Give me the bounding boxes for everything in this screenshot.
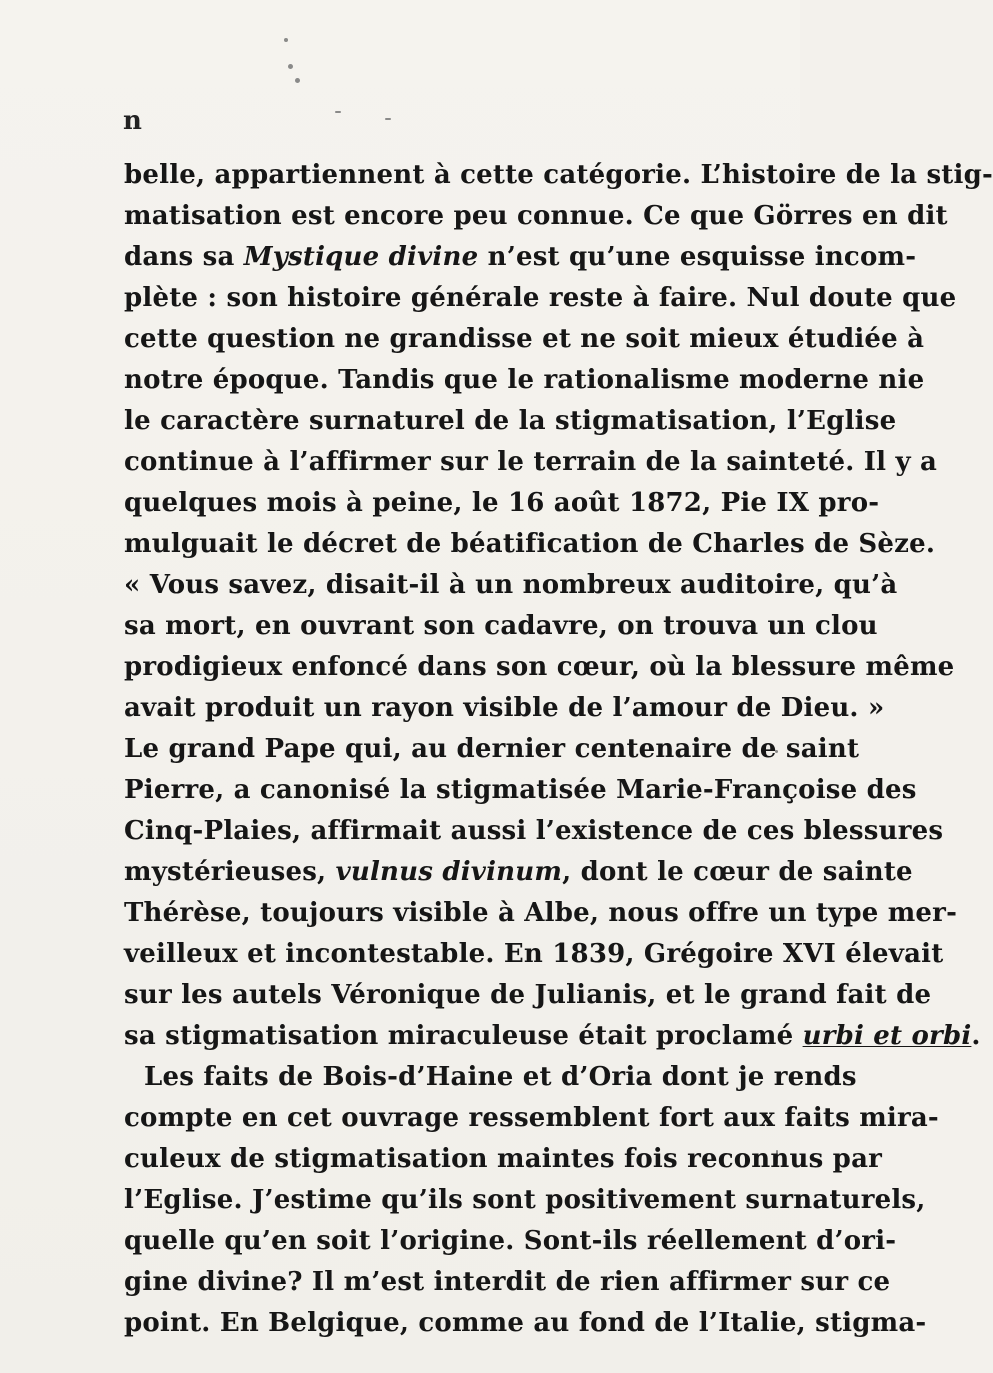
latin-phrase: urbi et orbi bbox=[802, 1021, 972, 1051]
italic-title: Mystique divine bbox=[243, 242, 479, 272]
text-line bbox=[124, 237, 917, 278]
text-segment: plète : son histoire générale reste à faire. Nul doute que bbox=[124, 283, 957, 313]
text-segment: dans sa bbox=[124, 242, 244, 272]
paper-speck bbox=[385, 118, 391, 120]
text-segment: n’est qu’une esquisse incom- bbox=[478, 242, 917, 272]
text-line bbox=[124, 852, 913, 893]
text-segment: compte en cet ouvrage ressemblent fort aux faits mira- bbox=[124, 1103, 939, 1133]
text-line bbox=[124, 606, 878, 647]
text-line bbox=[124, 442, 938, 483]
text-segment: quelle qu’en soit l’origine. Sont-ils réellement d’ori- bbox=[124, 1226, 897, 1256]
text-segment: Cinq-Plaies, affirmait aussi l’existence de ces blessures bbox=[124, 816, 944, 846]
text-segment: belle, appartiennent à cette catégorie. L’histoire de la stig- bbox=[124, 160, 993, 190]
text-line bbox=[124, 1016, 981, 1057]
text-line bbox=[124, 155, 993, 196]
text-line bbox=[124, 1057, 857, 1098]
text-line bbox=[124, 319, 925, 360]
text-segment: sa stigmatisation miraculeuse était proclamé bbox=[124, 1021, 803, 1051]
body-text bbox=[124, 155, 993, 1344]
text-line bbox=[124, 893, 958, 934]
text-segment: mulguait le décret de béatification de Charles de Sèze. bbox=[124, 529, 936, 559]
text-line bbox=[124, 811, 944, 852]
text-segment: notre époque. Tandis que le rationalisme moderne nie bbox=[124, 365, 925, 395]
text-line bbox=[124, 401, 897, 442]
paper-speck bbox=[295, 78, 300, 83]
text-segment: l’Eglise. J’estime qu’ils sont positivement surnaturels, bbox=[124, 1185, 926, 1215]
latin-phrase: vulnus divinum bbox=[335, 857, 563, 887]
text-segment: mystérieuses, bbox=[124, 857, 336, 887]
text-line bbox=[124, 1262, 891, 1303]
text-segment: , dont le cœur de sainte bbox=[562, 857, 913, 887]
text-line bbox=[124, 1180, 926, 1221]
text-line bbox=[124, 483, 880, 524]
text-segment: . bbox=[971, 1021, 981, 1051]
text-line bbox=[124, 524, 936, 565]
text-segment: matisation est encore peu connue. Ce que Görres en dit bbox=[124, 201, 948, 231]
paper-speck bbox=[288, 64, 293, 69]
text-segment: Le grand Pape qui, au dernier centenaire de saint bbox=[124, 734, 860, 764]
text-line bbox=[124, 565, 898, 606]
text-line bbox=[124, 360, 925, 401]
text-line bbox=[124, 1221, 897, 1262]
text-segment: culeux de stigmatisation maintes fois reconnus par bbox=[124, 1144, 883, 1174]
text-segment: cette question ne grandisse et ne soit mieux étudiée à bbox=[124, 324, 925, 354]
text-segment: sa mort, en ouvrant son cadavre, on trouva un clou bbox=[124, 611, 878, 641]
text-segment: Thérèse, toujours visible à Albe, nous offre un type mer- bbox=[124, 898, 958, 928]
text-segment: prodigieux enfoncé dans son cœur, où la blessure même bbox=[124, 652, 955, 682]
text-line bbox=[124, 770, 917, 811]
text-line bbox=[124, 934, 944, 975]
text-line bbox=[124, 278, 957, 319]
text-line bbox=[124, 1098, 939, 1139]
paper-speck bbox=[284, 38, 288, 42]
page-number: n bbox=[123, 106, 142, 136]
text-segment: sur les autels Véronique de Julianis, et le grand fait de bbox=[124, 980, 932, 1010]
text-segment: point. En Belgique, comme au fond de l’Italie, stigma- bbox=[124, 1308, 927, 1338]
text-segment: continue à l’affirmer sur le terrain de la sainteté. Il y a bbox=[124, 447, 938, 477]
paper-speck bbox=[335, 111, 341, 113]
text-segment: avait produit un rayon visible de l’amour de Dieu. » bbox=[124, 693, 885, 723]
text-segment: Les faits de Bois-d’Haine et d’Oria dont je rends bbox=[144, 1062, 857, 1092]
text-segment: le caractère surnaturel de la stigmatisation, l’Eglise bbox=[124, 406, 897, 436]
text-line bbox=[124, 975, 932, 1016]
text-segment: « Vous savez, disait-il à un nombreux auditoire, qu’à bbox=[124, 570, 898, 600]
text-line bbox=[124, 1303, 927, 1344]
text-segment: quelques mois à peine, le 16 août 1872, Pie IX pro- bbox=[124, 488, 880, 518]
text-segment: veilleux et incontestable. En 1839, Grégoire XVI élevait bbox=[124, 939, 944, 969]
text-segment: gine divine? Il m’est interdit de rien affirmer sur ce bbox=[124, 1267, 891, 1297]
text-segment: Pierre, a canonisé la stigmatisée Marie-Françoise des bbox=[124, 775, 917, 805]
text-line bbox=[124, 729, 860, 770]
text-line bbox=[124, 1139, 883, 1180]
text-line bbox=[124, 196, 948, 237]
text-line bbox=[124, 647, 955, 688]
text-line bbox=[124, 688, 885, 729]
